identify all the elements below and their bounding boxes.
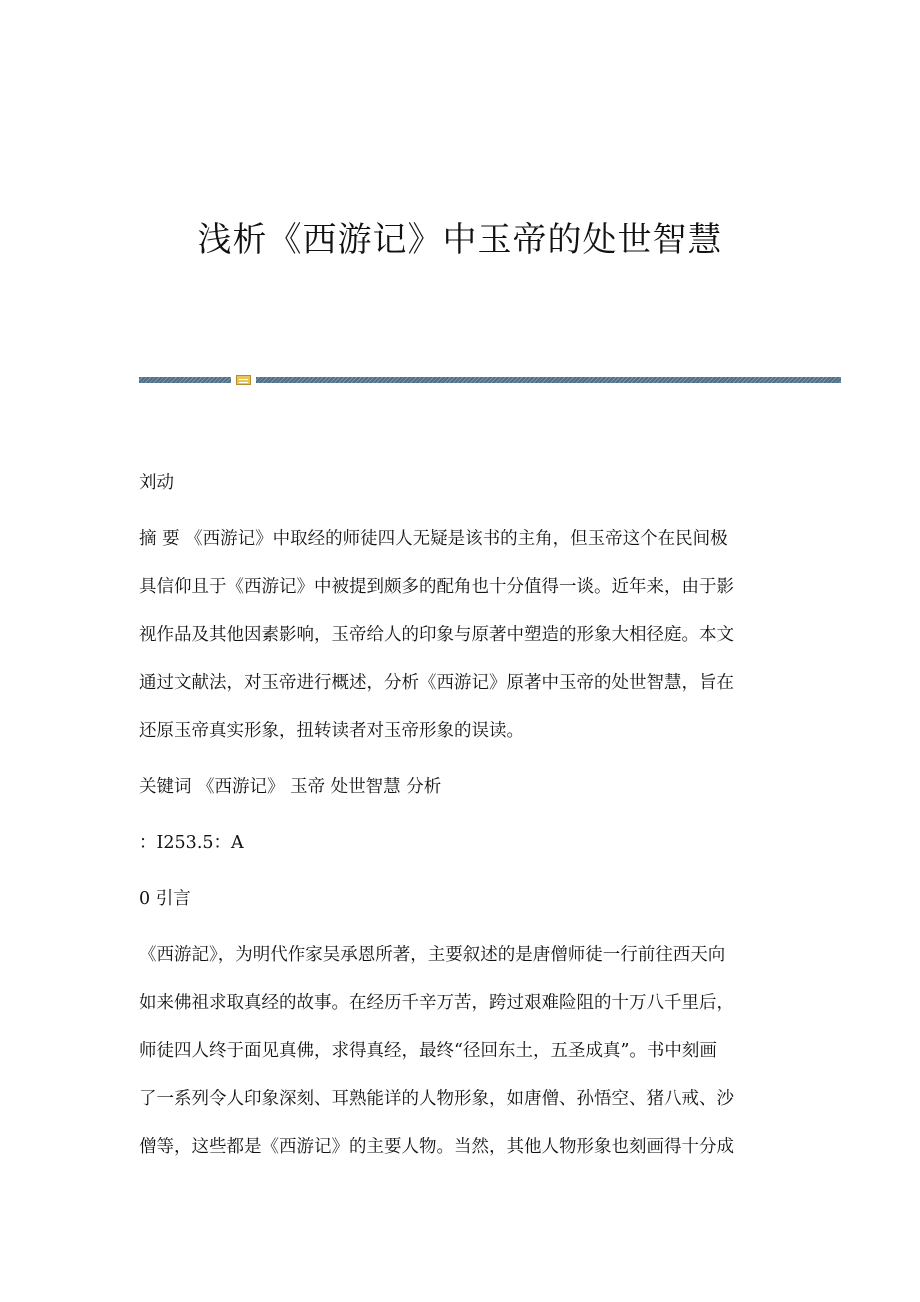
title-divider (139, 375, 841, 384)
abstract-line: 摘 要 《西游记》中取经的师徒四人无疑是该书的主角，但玉帝这个在民间极 (139, 529, 728, 549)
abstract-line: 具信仰且于《西游记》中被提到颇多的配角也十分值得一谈。近年来，由于影 (139, 577, 734, 597)
divider-bar-left (139, 377, 231, 383)
classification-line: ：I253.5：A (139, 833, 244, 853)
abstract-line: 还原玉帝真实形象，扭转读者对玉帝形象的误读。 (139, 721, 524, 741)
body-line: 《西游記》，为明代作家吴承恩所著，主要叙述的是唐僧师徒一行前往西天向 (139, 945, 726, 965)
body-line: 僧等，这些都是《西游记》的主要人物。当然，其他人物形象也刻画得十分成 (139, 1137, 734, 1157)
divider-ornament-icon (236, 375, 251, 385)
abstract-line: 视作品及其他因素影响，玉帝给人的印象与原著中塑造的形象大相径庭。本文 (139, 625, 734, 645)
divider-bar-right (256, 377, 841, 383)
section-heading: 0 引言 (139, 889, 191, 909)
document-title: 浅析《西游记》中玉帝的处世智慧 (197, 220, 723, 260)
abstract-line: 通过文献法，对玉帝进行概述，分析《西游记》原著中玉帝的处世智慧，旨在 (139, 673, 734, 693)
body-line: 了一系列令人印象深刻、耳熟能详的人物形象，如唐僧、孙悟空、猪八戒、沙 (139, 1089, 734, 1109)
author-name: 刘动 (139, 473, 174, 493)
body-line: 如来佛祖求取真经的故事。在经历千辛万苦，跨过艰难险阻的十万八千里后， (139, 993, 734, 1013)
keywords-line: 关键词 《西游记》 玉帝 处世智慧 分析 (139, 777, 442, 797)
body-line: 师徒四人终于面见真佛，求得真经，最终“径回东土，五圣成真”。书中刻画 (139, 1041, 717, 1061)
